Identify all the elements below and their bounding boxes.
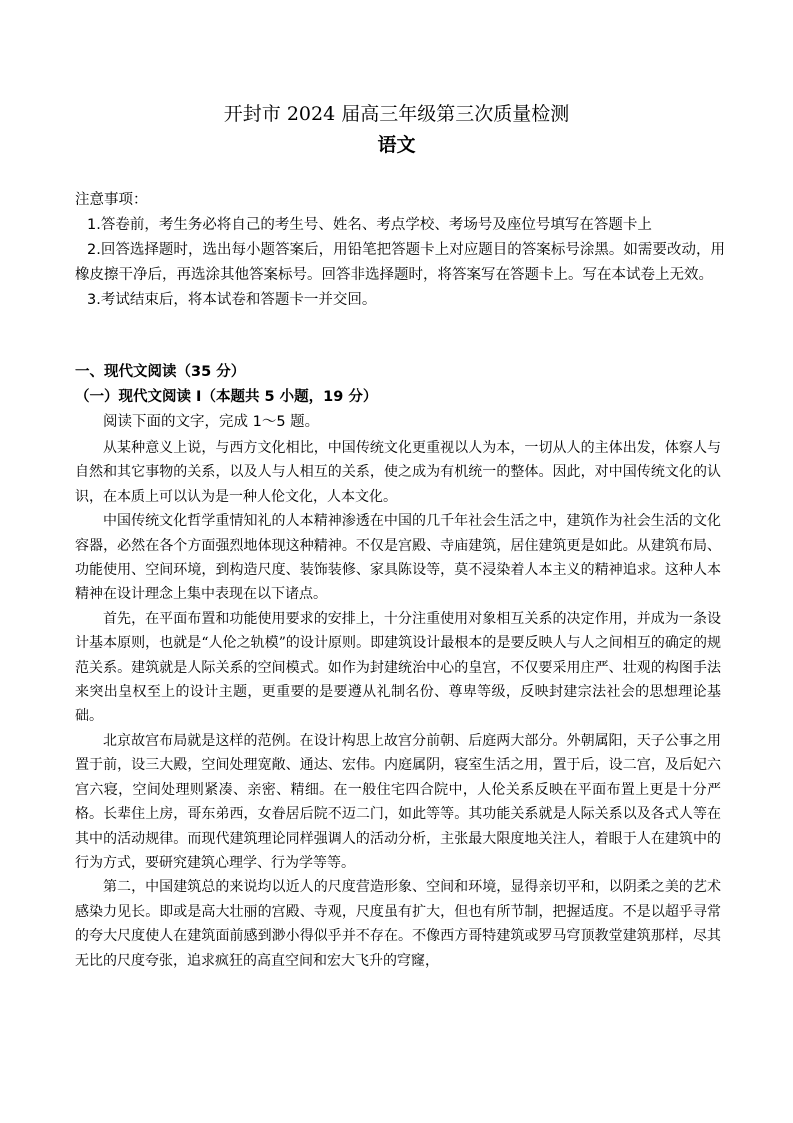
reading-instruction: 阅读下面的文字，完成 1～5 题。: [103, 414, 320, 430]
notice-item-2: 2.回答选择题时，选出每小题答案后，用铅笔把答题卡上对应题目的答案标号涂黑。如需要改动，用橡皮擦干净后，再选涂其他答案标号。回答非选择题时，将答案写在答题卡上。写在本试卷上无效。: [75, 242, 725, 283]
section-heading: 一、现代文阅读（35 分）: [75, 364, 246, 380]
passage-paragraph-2: 中国传统文化哲学重情知礼的人本精神渗透在中国的几千年社会生活之中，建筑作为社会生活的文化容器，必然在各个方面强烈地体现这种精神。不仅是宫殿、寺庙建筑，居住建筑更是如此。从建筑布局、功能使用、空间环境，到构造尺度、装饰装修、家具陈设等，莫不浸染着人本主义的精神追求。这种人本精神在设计理念上集中表现在以下诸点。: [75, 513, 721, 603]
notice-heading: 注意事项：: [75, 192, 148, 208]
notice-item-1: 1.答卷前，考生务必将自己的考生号、姓名、考点学校、考场号及座位号填写在答题卡上: [87, 217, 652, 233]
reading-passage: [75, 436, 721, 973]
exam-title: 开封市 2024 届高三年级第三次质量检测: [223, 103, 570, 125]
passage-paragraph-1: 从某种意义上说，与西方文化相比，中国传统文化更重视以人为本，一切从人的主体出发，体察人与自然和其它事物的关系，以及人与人相互的关系，使之成为有机统一的整体。因此，对中国传统文化的认识，在本质上可以认为是一种人伦文化，人本文化。: [75, 440, 721, 505]
passage-paragraph-4: 北京故宫布局就是这样的范例。在设计构思上故宫分前朝、后庭两大部分。外朝属阳，天子公事之用置于前，设三大殿，空间处理宽敞、通达、宏伟。内庭属阴，寝室生活之用，置于后，设二宫，及后妃六宫六寝，空间处理则紧凑、亲密、精细。在一般住宅四合院中，人伦关系反映在平面布置上更是十分严格。长辈住上房，哥东弟西，女眷居后院不迈二门，如此等等。其功能关系就是人际关系以及各式人等在其中的活动规律。而现代建筑理论同样强调人的活动分析，主张最大限度地关注人，着眼于人在建筑中的行为方式，要研究建筑心理学、行为学等等。: [75, 732, 721, 871]
passage-paragraph-3: 首先，在平面布置和功能使用要求的安排上，十分注重使用对象相互关系的决定作用，并成为一条设计基本原则，也就是“人伦之轨模”的设计原则。即建筑设计最根本的是要反映人与人之间相互的确定的规范关系。建筑就是人际关系的空间模式。如作为封建统治中心的皇宫，不仅要采用庄严、壮观的构图手法来突出皇权至上的设计主题，更重要的是要遵从礼制名份、尊卑等级，反映封建宗法社会的思想理论基础。: [75, 610, 721, 725]
passage-paragraph-5: 第二，中国建筑总的来说均以近人的尺度营造形象、空间和环境，显得亲切平和，以阴柔之美的艺术感染力见长。即或是高大壮丽的宫殿、寺观，尺度虽有扩大，但也有所节制，把握适度。不是以超乎寻常的夸大尺度使人在建筑面前感到渺小得似乎并不存在。不像西方哥特建筑或罗马穹顶教堂建筑那样，尽其无比的尺度夸张，追求疯狂的高直空间和宏大飞升的穹窿，: [75, 879, 721, 969]
notice-item-3: 3.考试结束后，将本试卷和答题卡一并交回。: [87, 292, 377, 308]
notice-block: [75, 188, 725, 313]
subject-title: 语文: [377, 134, 416, 156]
subsection-heading: （一）现代文阅读 I（本题共 5 小题，19 分）: [75, 389, 378, 405]
